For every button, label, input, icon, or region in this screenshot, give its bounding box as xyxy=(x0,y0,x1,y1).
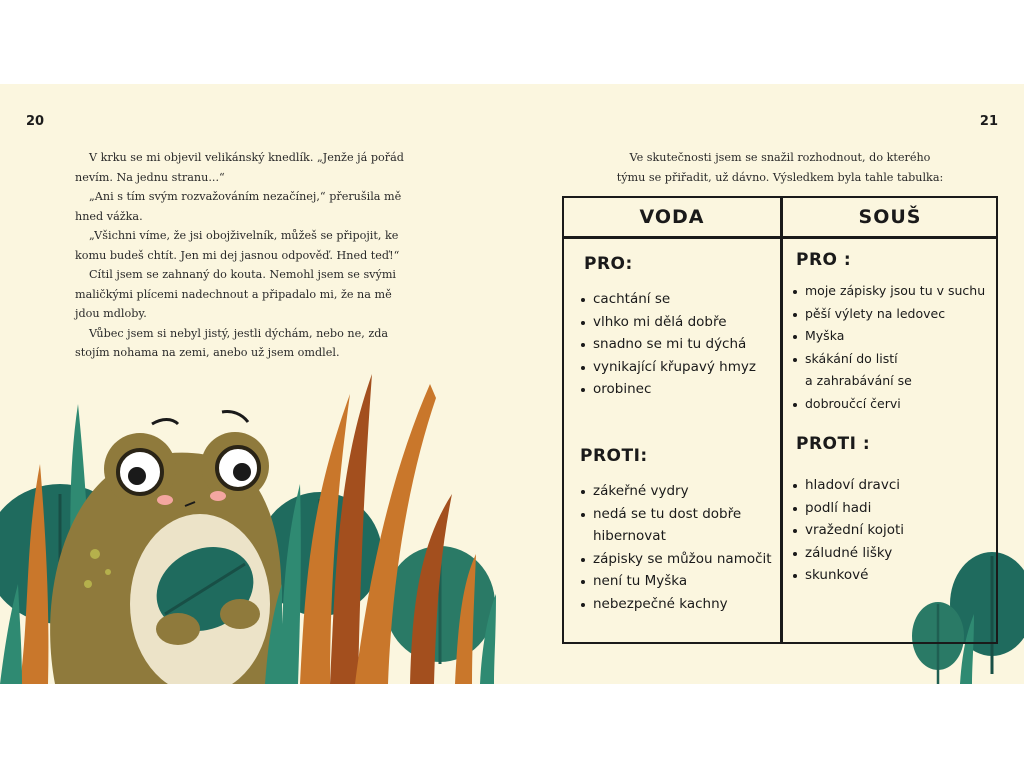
list-item: skunkové xyxy=(792,564,904,587)
list-item: hladoví dravci xyxy=(792,474,904,497)
list-item: a zahrabávání se xyxy=(805,373,912,388)
list-item: záludné lišky xyxy=(792,542,904,565)
paragraph: „Ani s tím svým rozvažováním nezačínej,“ přerušila mě hned vážka. xyxy=(75,190,402,223)
proti-label: PROTI: xyxy=(580,446,648,466)
pros-cons-table xyxy=(562,196,998,644)
pro-label: PRO : xyxy=(796,250,852,270)
right-page-intro xyxy=(560,148,1000,187)
list-item: snadno se mi tu dýchá xyxy=(580,333,756,356)
list-item: Myška xyxy=(792,325,985,348)
list-item: cachtání se xyxy=(580,288,756,311)
list-item: podlí hadi xyxy=(792,497,904,520)
intro-line: týmu se přiřadit, už dávno. Výsledkem byla tahle tabulka: xyxy=(616,170,944,184)
proti-label: PROTI : xyxy=(796,434,871,454)
list-item: orobinec xyxy=(580,378,756,401)
table-divider xyxy=(780,198,783,642)
list-item: dobroučcí červi xyxy=(792,393,985,416)
list-item: hibernovat xyxy=(593,528,666,544)
list-item: zápisky se můžou namočit xyxy=(580,548,772,571)
paragraph: Cítil jsem se zahnaný do kouta. Nemohl jsem se svými maličkými plícemi nadechnout a připadalo mi, že na mě jdou mdloby. xyxy=(75,268,397,320)
list-item: nedá se tu dost dobře xyxy=(580,503,772,526)
page-number-right: 21 xyxy=(979,114,998,129)
table-divider xyxy=(564,236,996,239)
frog-illustration xyxy=(0,84,520,684)
list-item: vynikající křupavý hmyz xyxy=(580,356,756,379)
list-item: pěší výlety na ledovec xyxy=(792,303,985,326)
list-item: vlhko mi dělá dobře xyxy=(580,311,756,334)
list-item: moje zápisky jsou tu v suchu xyxy=(792,280,985,303)
proti-list xyxy=(792,474,904,587)
pro-list xyxy=(792,280,985,415)
paragraph: „Všichni víme, že jsi obojživelník, můžeš se připojit, ke komu budeš chtít. Jen mi dej jasnou odpověď. Hned teď!“ xyxy=(75,229,400,262)
column-heading-voda: VODA xyxy=(639,206,705,228)
list-item: skákání do listí xyxy=(792,348,985,371)
pro-label: PRO: xyxy=(584,254,633,274)
intro-line: Ve skutečnosti jsem se snažil rozhodnout, do kterého xyxy=(629,151,931,164)
page-number-left: 20 xyxy=(26,114,45,129)
proti-list xyxy=(580,480,772,615)
list-item: není tu Myška xyxy=(580,570,772,593)
column-heading-sous: SOUŠ xyxy=(858,206,922,228)
list-item: vražední kojoti xyxy=(792,519,904,542)
paragraph: V krku se mi objevil velikánský knedlík. „Jenže já pořád nevím. Na jednu stranu...“ xyxy=(75,151,404,184)
list-item: nebezpečné kachny xyxy=(580,593,772,616)
book-spread xyxy=(0,84,1024,684)
paragraph: Vůbec jsem si nebyl jistý, jestli dýchám, nebo ne, zda stojím nohama na zemi, anebo už jsem omdlel. xyxy=(75,326,389,359)
list-item: zákeřné vydry xyxy=(580,480,772,503)
frog-icon xyxy=(50,411,281,684)
pro-list xyxy=(580,288,756,401)
